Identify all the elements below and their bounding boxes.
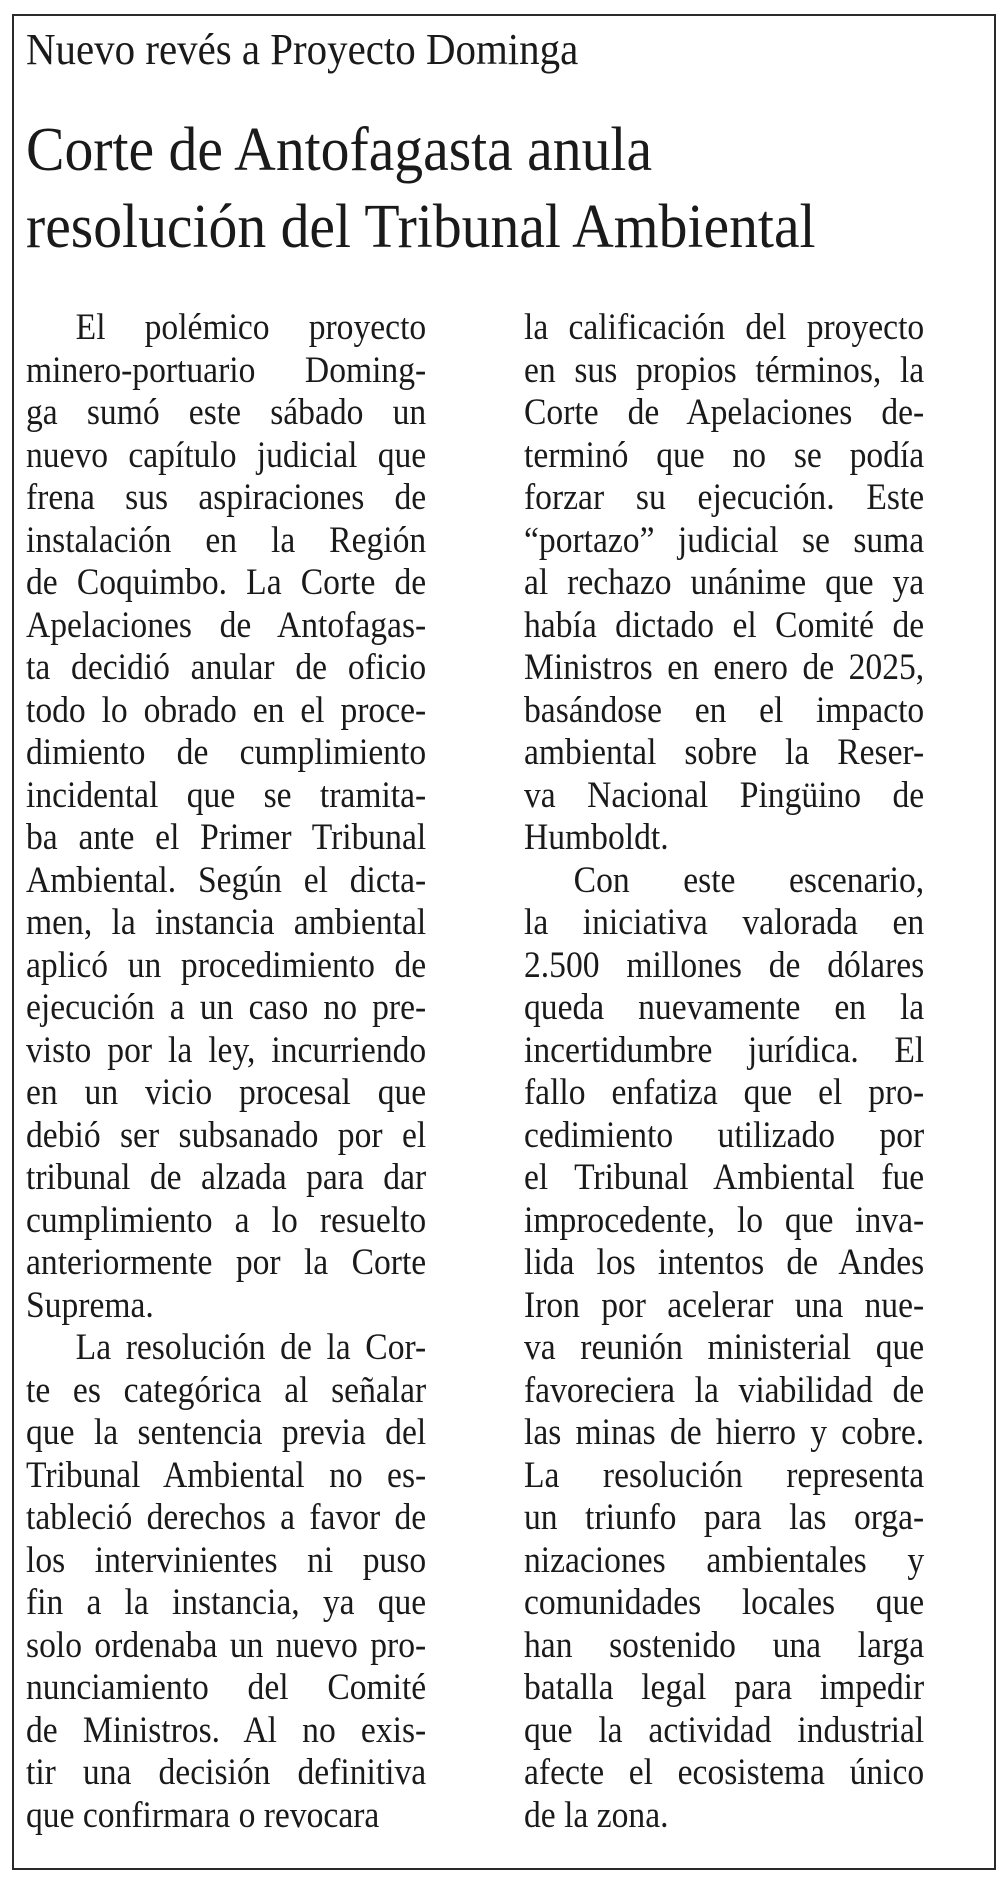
body-text-line: tribunal de alzada para dar <box>26 1156 427 1197</box>
body-text-line: terminó que no se podía <box>524 433 925 475</box>
body-text-line: al rechazo unánime que ya <box>524 561 925 602</box>
body-text-line: ba ante el Primer Tribunal <box>26 816 427 857</box>
body-text-line: nunciamiento del Comité <box>26 1666 427 1707</box>
body-text-line: debió ser subsanado por el <box>26 1113 427 1155</box>
body-text-line: ejecución a un caso no pre- <box>26 986 427 1027</box>
body-text-line: ta decidió anular de oficio <box>26 646 427 687</box>
body-text-line: han sostenido una larga <box>524 1623 925 1665</box>
body-text-line: instalación en la Región <box>26 518 427 560</box>
body-text-line: te es categórica al señalar <box>26 1368 427 1410</box>
body-text-line: improcedente, lo que inva- <box>524 1198 925 1240</box>
body-text-line: un triunfo para las orga- <box>524 1496 925 1537</box>
body-text-line: 2.500 millones de dólares <box>524 943 925 985</box>
body-text-line: Suprema. <box>26 1283 154 1325</box>
body-text-line: Iron por acelerar una nue- <box>524 1283 925 1325</box>
body-text-line: en un vicio procesal que <box>26 1071 427 1112</box>
body-text-line: Ministros en enero de 2025, <box>524 646 925 687</box>
body-text-line: la calificación del proyecto <box>524 306 925 347</box>
body-text-line: batalla legal para impedir <box>524 1666 925 1707</box>
body-text-line: Apelaciones de Antofagas- <box>26 603 427 645</box>
body-text-line: favoreciera la viabilidad de <box>524 1368 925 1410</box>
body-text-line: de Ministros. Al no exis- <box>26 1708 427 1750</box>
body-text-line: Corte de Apelaciones de- <box>524 391 925 432</box>
headline-line: Corte de Antofagasta anula <box>26 116 653 184</box>
body-text-line: lida los intentos de Andes <box>524 1241 925 1282</box>
body-text-line: incertidumbre jurídica. El <box>524 1028 925 1070</box>
body-text-line: tir una decisión definitiva <box>26 1751 427 1792</box>
body-text-line: incidental que se tramita- <box>26 773 427 815</box>
body-text-line: el Tribunal Ambiental fue <box>524 1156 925 1197</box>
body-text-line: de Coquimbo. La Corte de <box>26 561 427 602</box>
body-text-line: los intervinientes ni puso <box>26 1538 427 1580</box>
body-text-line: de la zona. <box>524 1793 669 1835</box>
body-text-line: “portazo” judicial se suma <box>524 518 925 560</box>
body-text-line: basándose en el impacto <box>524 688 925 730</box>
body-text-line: cumplimiento a lo resuelto <box>26 1198 427 1240</box>
body-text-line: Ambiental. Según el dicta- <box>26 858 427 900</box>
body-text-line: las minas de hierro y cobre. <box>524 1411 925 1452</box>
body-text-line: comunidades locales que <box>524 1581 925 1622</box>
body-text-line: forzar su ejecución. Este <box>524 476 925 517</box>
body-text-line: men, la instancia ambiental <box>26 901 427 942</box>
body-text-line: nizaciones ambientales y <box>524 1538 925 1580</box>
body-text-line: aplicó un procedimiento de <box>26 943 427 985</box>
headline-line: resolución del Tribunal Ambiental <box>26 193 816 261</box>
body-text-line: la iniciativa valorada en <box>524 901 925 942</box>
article-kicker: Nuevo revés a Proyecto Dominga <box>26 25 579 74</box>
body-text-line: va reunión ministerial que <box>524 1326 925 1367</box>
body-text-line: ga sumó este sábado un <box>26 391 427 432</box>
body-text-line: ambiental sobre la Reser- <box>524 731 925 772</box>
body-text-line: frena sus aspiraciones de <box>26 476 427 517</box>
body-text-line: cedimiento utilizado por <box>524 1113 925 1155</box>
article-column-right <box>524 306 924 1836</box>
body-text-line: minero-portuario Doming- <box>26 348 427 390</box>
body-text-line: afecte el ecosistema único <box>524 1751 925 1792</box>
body-text-line: fallo enfatiza que el pro- <box>524 1071 925 1112</box>
body-text-line: visto por la ley, incurriendo <box>26 1028 427 1070</box>
body-text-line: anteriormente por la Corte <box>26 1241 427 1282</box>
body-text-line: Tribunal Ambiental no es- <box>26 1453 427 1495</box>
body-text-line: que la sentencia previa del <box>26 1411 427 1452</box>
body-text-line: tableció derechos a favor de <box>26 1496 427 1537</box>
body-text-line: que la actividad industrial <box>524 1708 925 1750</box>
body-text-line: en sus propios términos, la <box>524 348 925 390</box>
body-text-line: nuevo capítulo judicial que <box>26 433 427 475</box>
body-text-line: todo lo obrado en el proce- <box>26 688 427 730</box>
body-text-line: había dictado el Comité de <box>524 603 925 645</box>
body-text-line: fin a la instancia, ya que <box>26 1581 427 1622</box>
body-text-line: dimiento de cumplimiento <box>26 731 427 772</box>
body-text-line: solo ordenaba un nuevo pro- <box>26 1623 427 1665</box>
body-text-line: queda nuevamente en la <box>524 986 925 1027</box>
body-text-line: La resolución de la Cor- <box>75 1326 427 1367</box>
body-text-line: La resolución representa <box>524 1453 925 1495</box>
body-text-line: Humboldt. <box>524 816 669 857</box>
article-headline <box>26 112 965 266</box>
body-text-line: que confirmara o revocara <box>26 1793 380 1835</box>
body-text-line: El polémico proyecto <box>75 306 427 347</box>
article-column-left <box>26 306 426 1836</box>
body-text-line: va Nacional Pingüino de <box>524 773 925 815</box>
body-text-line: Con este escenario, <box>573 858 925 900</box>
